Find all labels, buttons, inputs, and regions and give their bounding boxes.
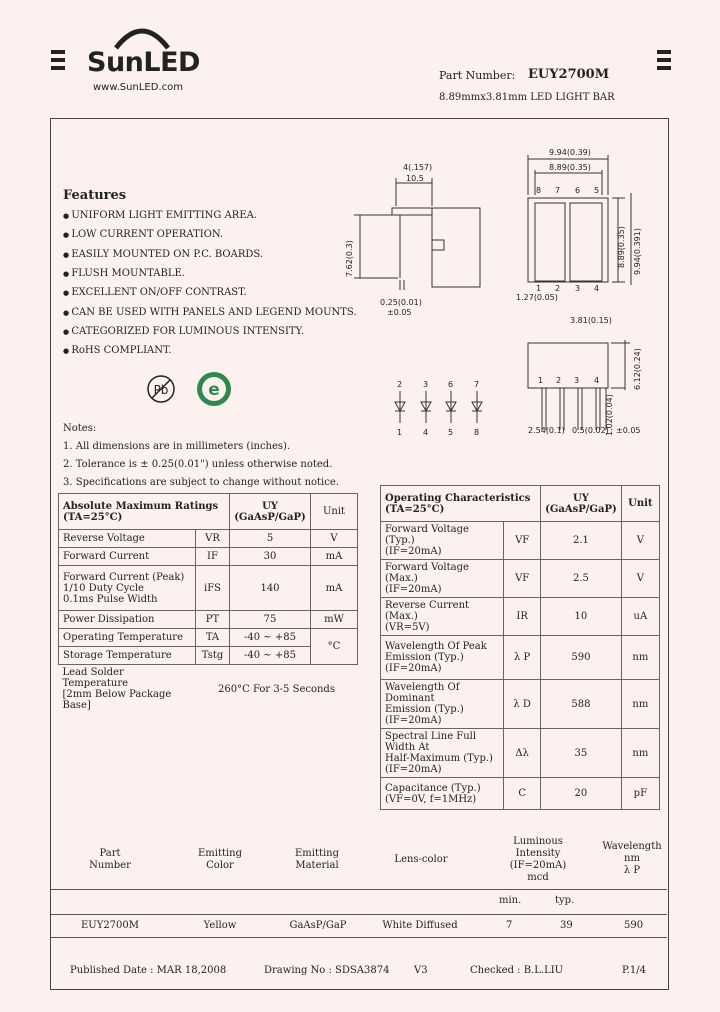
abs-val-0: 5 bbox=[230, 530, 311, 548]
op-p2-5: Half-Maximum (Typ.) bbox=[385, 753, 493, 764]
op-p2-1: (IF=20mA) bbox=[385, 584, 442, 595]
pin-label: 4 bbox=[594, 284, 600, 293]
dim-h2: 9.94(0.391) bbox=[633, 228, 642, 275]
diode-anode-label: 7 bbox=[474, 380, 480, 389]
sel-h-lum-1: Luminous bbox=[513, 836, 563, 847]
side-pin-label: 3 bbox=[574, 376, 580, 385]
pin-label: 3 bbox=[575, 284, 581, 293]
sel-min: 7 bbox=[506, 920, 513, 931]
op-val-5: 35 bbox=[541, 729, 622, 778]
op-sym-0: VF bbox=[504, 522, 541, 560]
op-val-4: 588 bbox=[541, 680, 622, 729]
features-title: Features bbox=[63, 188, 127, 203]
abs-param-2c: 0.1ms Pulse Width bbox=[63, 593, 158, 605]
abs-param-3: Power Dissipation bbox=[59, 611, 196, 629]
part-number: EUY2700M bbox=[528, 67, 610, 82]
op-val-6: 20 bbox=[541, 778, 622, 810]
op-p1-1: Forward Voltage (Max.) bbox=[385, 562, 469, 584]
pins-top-group bbox=[536, 186, 599, 195]
pin-label: 7 bbox=[555, 186, 561, 195]
op-p3-5: (IF=20mA) bbox=[385, 764, 442, 775]
sel-h-color-1: Emitting bbox=[197, 848, 243, 859]
diode-schematic bbox=[395, 380, 482, 437]
footer-version: V3 bbox=[414, 965, 428, 976]
abs-unit-0: V bbox=[311, 530, 358, 548]
sel-h-wl-2: nm bbox=[624, 853, 640, 864]
rohs-eco-icon bbox=[195, 370, 233, 408]
lead-view-outline bbox=[528, 340, 630, 430]
sel-h-typ: typ. bbox=[555, 895, 575, 906]
op-col-unit: Unit bbox=[628, 498, 653, 509]
menu-icon-right[interactable] bbox=[657, 50, 671, 72]
diode-anode-label: 2 bbox=[397, 380, 403, 389]
op-sym-4: λ D bbox=[504, 680, 541, 729]
pin-label: 8 bbox=[536, 186, 542, 195]
abs-param-4: Operating Temperature bbox=[59, 629, 196, 647]
diode-cathode-label: 1 bbox=[397, 428, 403, 437]
sel-divider-2 bbox=[51, 914, 667, 915]
abs-val-1: 30 bbox=[230, 548, 311, 566]
side-pin-label: 1 bbox=[538, 376, 544, 385]
sel-lens: White Diffused bbox=[382, 920, 458, 931]
op-col-mat: (GaAsP/GaP) bbox=[545, 503, 617, 515]
diode-anode-label: 6 bbox=[448, 380, 454, 389]
diode-cathode-label: 8 bbox=[474, 428, 480, 437]
op-p1-5: Spectral Line Full Width At bbox=[385, 731, 477, 753]
sel-h-lum-2: Intensity bbox=[515, 848, 561, 859]
dim-pitch: 1.27(0.05) bbox=[516, 293, 558, 302]
bullet-icon: ● bbox=[63, 250, 72, 259]
abs-val-3: 75 bbox=[230, 611, 311, 629]
pin-label: 1 bbox=[536, 284, 542, 293]
pin-label: 2 bbox=[555, 284, 561, 293]
sel-h-part-2: Number bbox=[89, 860, 131, 871]
abs-val-5: -40 ~ +85 bbox=[230, 647, 311, 665]
logo-arc-icon bbox=[112, 20, 172, 50]
pin-label: 6 bbox=[575, 186, 581, 195]
sel-h-part-1: Part bbox=[99, 848, 121, 859]
eco-label: e bbox=[208, 380, 220, 400]
package-drawing bbox=[340, 140, 650, 470]
note-2: 2. Tolerance is ± 0.25(0.01") unless otherwise noted. bbox=[63, 459, 333, 470]
abs-unit-2: mA bbox=[311, 566, 358, 611]
abs-sym-3: PT bbox=[196, 611, 230, 629]
sel-material: GaAsP/GaP bbox=[289, 920, 347, 931]
feature-item: ● LOW CURRENT OPERATION. bbox=[63, 229, 224, 241]
dim-lead-1: 0.25(0.01) bbox=[380, 298, 422, 307]
side-view-outline bbox=[354, 178, 480, 290]
abs-max-table bbox=[58, 493, 358, 713]
op-p1-0: Forward Voltage (Typ.) bbox=[385, 524, 469, 546]
note-1: 1. All dimensions are in millimeters (inches). bbox=[63, 441, 291, 452]
abs-sym-2: iFS bbox=[196, 566, 230, 611]
op-sym-6: C bbox=[504, 778, 541, 810]
sel-color: Yellow bbox=[203, 920, 237, 931]
abs-cond: (TA=25°C) bbox=[63, 511, 123, 523]
abs-sym-0: VR bbox=[196, 530, 230, 548]
op-title: Operating Characteristics bbox=[385, 492, 531, 504]
op-col-uy: UY bbox=[572, 492, 589, 504]
side-pins-group bbox=[538, 376, 599, 385]
dim-top-1: 4(.157) bbox=[403, 163, 433, 172]
dim-lead-2: ±0.05 bbox=[387, 308, 412, 317]
diode-anode-label: 3 bbox=[423, 380, 429, 389]
sel-h-mat-2: Material bbox=[295, 860, 339, 871]
sel-h-mat-1: Emitting bbox=[294, 848, 340, 859]
feature-item: ● UNIFORM LIGHT EMITTING AREA. bbox=[63, 210, 258, 221]
op-sym-1: VF bbox=[504, 560, 541, 598]
notes-title: Notes: bbox=[63, 423, 97, 434]
op-cond: (TA=25°C) bbox=[385, 503, 445, 515]
solder-1: Lead Solder Temperature bbox=[62, 667, 129, 689]
dim-side-h: 6.12(0.24) bbox=[633, 348, 642, 390]
op-p1-4: Wavelength Of Dominant bbox=[385, 682, 460, 704]
op-unit-0: V bbox=[621, 522, 659, 560]
abs-sym-1: IF bbox=[196, 548, 230, 566]
dim-top-2: 10.5 bbox=[406, 174, 424, 183]
op-p2-3: Emission (Typ.) bbox=[385, 652, 464, 663]
abs-title: Absolute Maximum Ratings bbox=[63, 500, 219, 512]
front-view-outline bbox=[528, 155, 631, 285]
op-sym-3: λ P bbox=[504, 636, 541, 680]
feature-item: ● EASILY MOUNTED ON P.C. BOARDS. bbox=[63, 248, 264, 260]
footer-page: P.1/4 bbox=[622, 965, 646, 976]
abs-sym-4: TA bbox=[196, 629, 230, 647]
sel-divider-3 bbox=[51, 937, 667, 938]
op-p3-3: (IF=20mA) bbox=[385, 663, 442, 674]
bullet-icon: ● bbox=[63, 269, 72, 278]
bullet-icon: ● bbox=[63, 212, 72, 220]
op-sym-2: IR bbox=[504, 598, 541, 636]
abs-param-0: Reverse Voltage bbox=[59, 530, 196, 548]
op-val-3: 590 bbox=[541, 636, 622, 680]
footer-checked: Checked : B.L.LIU bbox=[470, 965, 564, 976]
abs-param-5: Storage Temperature bbox=[59, 647, 196, 665]
op-p1-2: Reverse Current (Max.) bbox=[385, 600, 470, 622]
pins-bottom-group bbox=[536, 284, 599, 293]
sel-h-lum-3: (IF=20mA) bbox=[509, 860, 567, 871]
op-p2-6: (VF=0V, f=1MHz) bbox=[385, 793, 477, 805]
feature-item: ● CATEGORIZED FOR LUMINOUS INTENSITY. bbox=[63, 325, 305, 337]
solder-val: 260°C For 3-5 Seconds bbox=[218, 683, 335, 695]
op-p1-3: Wavelength Of Peak bbox=[385, 641, 487, 652]
bullet-icon: ● bbox=[63, 308, 72, 317]
op-char-table bbox=[380, 485, 660, 810]
abs-unit-3: mW bbox=[311, 611, 358, 629]
feature-item: ● RoHS COMPLIANT. bbox=[63, 345, 172, 357]
sel-part: EUY2700M bbox=[80, 920, 140, 931]
op-unit-4: nm bbox=[621, 680, 659, 729]
pb-free-icon bbox=[145, 373, 177, 405]
dim-side-lead-w: 0.5(0.02) bbox=[572, 426, 609, 435]
dim-side-tol: ±0.05 bbox=[616, 426, 641, 435]
sel-typ: 39 bbox=[560, 920, 573, 931]
op-p2-0: (IF=20mA) bbox=[385, 546, 442, 557]
dim-left: 7.62(0.3) bbox=[345, 240, 354, 277]
solder-2: [2mm Below Package Base] bbox=[62, 689, 172, 711]
side-pin-label: 4 bbox=[594, 376, 600, 385]
abs-sym-5: Tstg bbox=[196, 647, 230, 665]
bullet-icon: ● bbox=[63, 347, 72, 356]
op-val-1: 2.5 bbox=[541, 560, 622, 598]
abs-unit-1: mA bbox=[311, 548, 358, 566]
sel-h-min: min. bbox=[499, 895, 522, 906]
feature-item: ● EXCELLENT ON/OFF CONTRAST. bbox=[63, 287, 247, 299]
diode-cathode-label: 4 bbox=[423, 428, 429, 437]
op-sym-5: Δλ bbox=[504, 729, 541, 778]
dim-w2: 8.89(0.35) bbox=[549, 163, 591, 172]
note-3: 3. Specifications are subject to change without notice. bbox=[63, 477, 339, 488]
dim-side-pitch: 2.54(0.1) bbox=[528, 426, 565, 435]
dim-w1: 9.94(0.39) bbox=[549, 148, 591, 157]
abs-val-4: -40 ~ +85 bbox=[230, 629, 311, 647]
abs-param-1: Forward Current bbox=[59, 548, 196, 566]
sel-h-wl-1: Wavelength bbox=[602, 841, 662, 852]
abs-col-mat: (GaAsP/GaP) bbox=[234, 511, 306, 523]
abs-param-2a: Forward Current (Peak) bbox=[63, 571, 185, 583]
dim-h1: 8.89(0.35) bbox=[617, 226, 626, 268]
bullet-icon: ● bbox=[63, 327, 72, 336]
abs-val-2: 140 bbox=[230, 566, 311, 611]
sel-h-lum-4: mcd bbox=[527, 872, 549, 883]
sel-h-wl-3: λ P bbox=[623, 865, 641, 876]
sel-divider-1 bbox=[51, 889, 667, 890]
menu-icon-left[interactable] bbox=[51, 50, 65, 72]
brand-logo: SunLED bbox=[87, 47, 200, 78]
pb-label: Pb bbox=[153, 383, 169, 397]
side-pin-label: 2 bbox=[556, 376, 562, 385]
op-val-0: 2.1 bbox=[541, 522, 622, 560]
feature-item: ● CAN BE USED WITH PANELS AND LEGEND MOUNTS. bbox=[63, 306, 357, 318]
dim-depth: 3.81(0.15) bbox=[570, 316, 612, 325]
op-p1-6: Capacitance (Typ.) bbox=[385, 782, 481, 794]
bullet-icon: ● bbox=[63, 289, 72, 298]
op-p3-4: (IF=20mA) bbox=[385, 715, 442, 726]
op-val-2: 10 bbox=[541, 598, 622, 636]
op-p2-2: (VR=5V) bbox=[385, 622, 430, 633]
part-number-label: Part Number: bbox=[439, 69, 516, 82]
website-link[interactable]: www.SunLED.com bbox=[93, 82, 183, 93]
abs-col-unit: Unit bbox=[311, 494, 358, 530]
sel-h-lens: Lens-color bbox=[394, 854, 448, 865]
footer-published: Published Date : MAR 18,2008 bbox=[70, 965, 227, 976]
sel-wl: 590 bbox=[624, 920, 644, 931]
sel-h-color-2: Color bbox=[206, 860, 234, 871]
abs-param-2b: 1/10 Duty Cycle bbox=[63, 582, 144, 594]
diode-cathode-label: 5 bbox=[448, 428, 454, 437]
abs-col-uy: UY bbox=[262, 500, 278, 512]
pin-label: 5 bbox=[594, 186, 600, 195]
op-unit-1: V bbox=[621, 560, 659, 598]
feature-item: ● FLUSH MOUNTABLE. bbox=[63, 267, 185, 279]
dim-side-lead: 1.02(0.04) bbox=[605, 394, 614, 436]
abs-unit-4: °C bbox=[311, 629, 358, 665]
op-unit-5: nm bbox=[621, 729, 659, 778]
op-unit-6: pF bbox=[621, 778, 659, 810]
footer-drawing-no: Drawing No : SDSA3874 bbox=[264, 965, 390, 976]
bullet-icon: ● bbox=[63, 231, 72, 240]
op-unit-2: uA bbox=[621, 598, 659, 636]
op-unit-3: nm bbox=[621, 636, 659, 680]
op-p2-4: Emission (Typ.) bbox=[385, 704, 464, 715]
description: 8.89mmx3.81mm LED LIGHT BAR bbox=[439, 92, 615, 103]
